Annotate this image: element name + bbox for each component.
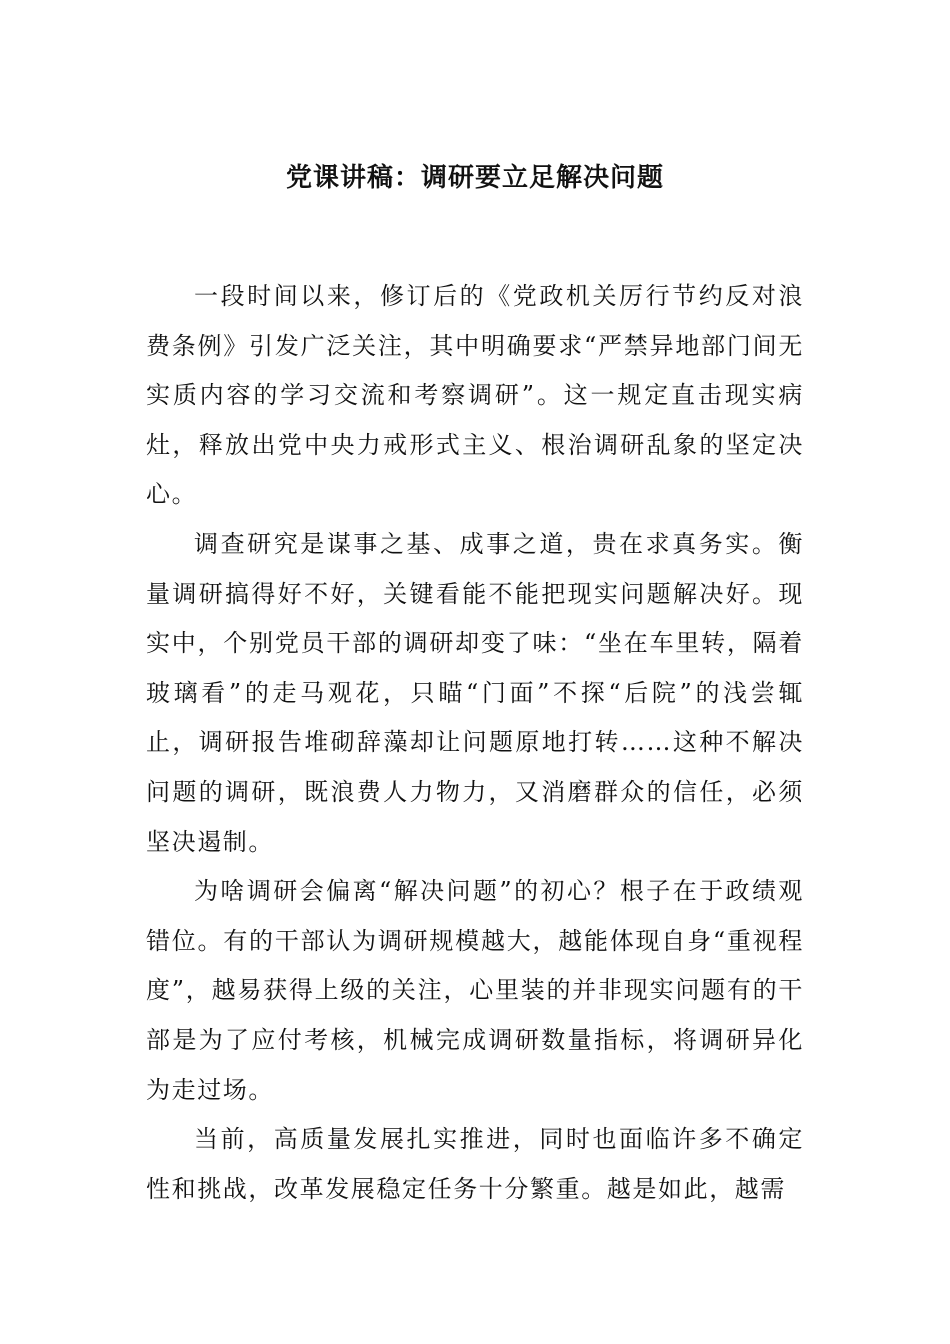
paragraph-1: 一段时间以来，修订后的《党政机关厉行节约反对浪费条例》引发广泛关注，其中明确要求“严禁异地部门间无实质内容的学习交流和考察调研”。这一规定直击现实病灶，释放出党中央力戒形式主义、根治调研乱象的坚定决心。 bbox=[146, 282, 804, 509]
paragraph-4: 当前，高质量发展扎实推进，同时也面临许多不确定性和挑战，改革发展稳定任务十分繁重。越是如此，越需 bbox=[146, 1125, 804, 1203]
document-title: 党课讲稿：调研要立足解决问题 bbox=[285, 163, 664, 193]
paragraph-2: 调查研究是谋事之基、成事之道，贵在求真务实。衡量调研搞得好不好，关键看能不能把现实问题解决好。现实中，个别党员干部的调研却变了味：“坐在车里转，隔着玻璃看”的走马观花，只瞄“门面”不探“后院”的浅尝辄止，调研报告堆砌辞藻却让问题原地打转……这种不解决问题的调研，既浪费人力物力，又消磨群众的信任，必须坚决遏制。 bbox=[146, 529, 804, 856]
paragraph-3: 为啥调研会偏离“解决问题”的初心？根子在于政绩观错位。有的干部认为调研规模越大，越能体现自身“重视程度”，越易获得上级的关注，心里装的并非现实问题有的干部是为了应付考核，机械完成调研数量指标，将调研异化为走过场。 bbox=[146, 877, 804, 1104]
document-body bbox=[146, 272, 804, 1214]
